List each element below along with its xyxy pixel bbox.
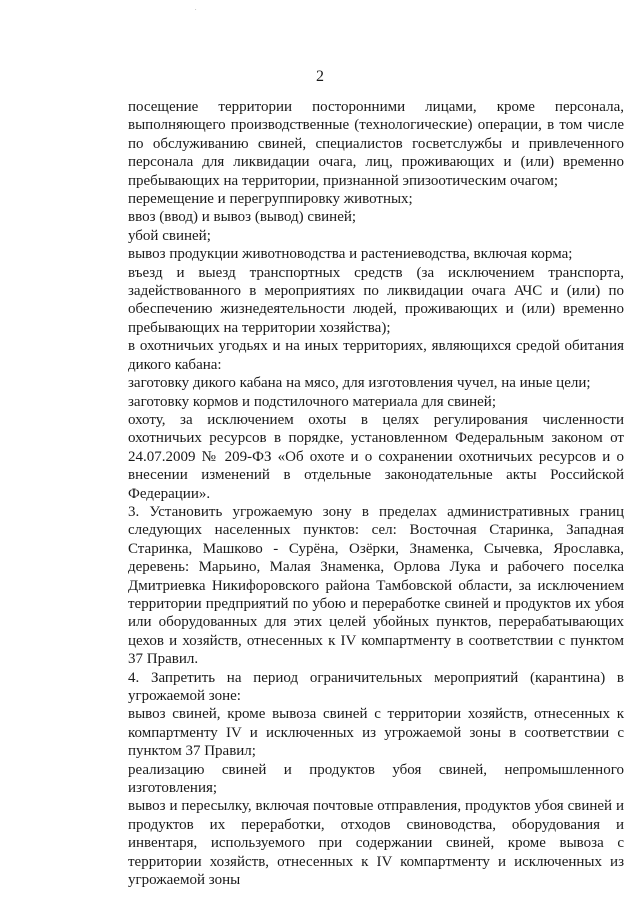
paragraph-hunting: охоту, за исключением охоты в целях регулирования численности охотничьих ресурсов в порядке, установленном Федеральным законом от 24.07.2009 № 209-ФЗ «Об охоте и о сохранении охотничьих ресурсов и о внесении изменений в отдельные законодательные акты Российской Федерации». — [128, 411, 624, 502]
paragraph-products-export: вывоз продукции животноводства и растениеводства, включая корма; — [128, 246, 573, 263]
document-body — [88, 98, 624, 889]
paragraph-shipment: вывоз и пересылку, включая почтовые отправления, продуктов убоя свиней и продуктов их переработки, отходов свиноводства, оборудования и инвентаря, используемого при содержании свиней, кроме вывоза с территории хозяйств, отнесенных к IV компартменту и исключенных из угрожаемой зоны — [128, 798, 624, 889]
paragraph-slaughter: убой свиней; — [128, 227, 211, 244]
paragraph-pig-export: вывоз свиней, кроме вывоза свиней с территории хозяйств, отнесенных к компартменту IV и исключенных из угрожаемой зоны в соответствии с пунктом 37 Правил; — [128, 706, 624, 760]
paragraph-animal-movement: перемещение и перегруппировку животных; — [128, 191, 413, 208]
paragraph-pig-import-export: ввоз (ввод) и вывоз (вывод) свиней; — [128, 209, 357, 226]
paragraph-boar-harvesting: заготовку дикого кабана на мясо, для изготовления чучел, на иные цели; — [128, 375, 591, 392]
paragraph-feed-harvesting: заготовку кормов и подстилочного материала для свиней; — [128, 393, 496, 410]
paragraph-quarantine-ban: 4. Запретить на период ограничительных мероприятий (карантина) в угрожаемой зоне: — [128, 669, 624, 704]
paragraph-threatened-zone: 3. Установить угрожаемую зону в пределах административных границ следующих населенных пунктов: сел: Восточная Старинка, Западная Старинка, Машково - Сурёна, Озёрки, Знаменка, Сычевка, Ярославка, деревень: Марьино, Малая Знаменка, Орлова Лука и рабочего поселка Дмитриевка Никифоровского района Тамбовской области, за исключением территории предприятий по убою и переработке свиней и продуктов их убоя или оборудованных для этих целей убойных пунктов, перерабатывающих цехов и хозяйств, отнесенных к IV компартменту в соответствии с пунктом 37 Правил. — [128, 503, 624, 668]
paragraph-hunting-grounds: в охотничьих угодьях и на иных территориях, являющихся средой обитания дикого кабана: — [128, 338, 624, 373]
page-number: 2 — [316, 68, 324, 85]
paragraph-visitors-ban: посещение территории посторонними лицами, кроме персонала, выполняющего производственные (технологические) операции, в том числе по обслуживанию свиней, специалистов госветслужбы и привлеченного персонала для ликвидации очага, лиц, проживающих и (или) временно пребывающих на территории, признанной эпизоотическим очагом; — [128, 99, 624, 189]
scan-mark: . — [195, 6, 197, 12]
paragraph-vehicles: въезд и выезд транспортных средств (за исключением транспорта, задействованного в мероприятиях по ликвидации очага АЧС и (или) по обеспечению жизнедеятельности людей, проживающих и (или) временно пребывающих на территории хозяйства); — [128, 264, 624, 336]
paragraph-sale: реализацию свиней и продуктов убоя свиней, непромышленного изготовления; — [128, 761, 624, 797]
